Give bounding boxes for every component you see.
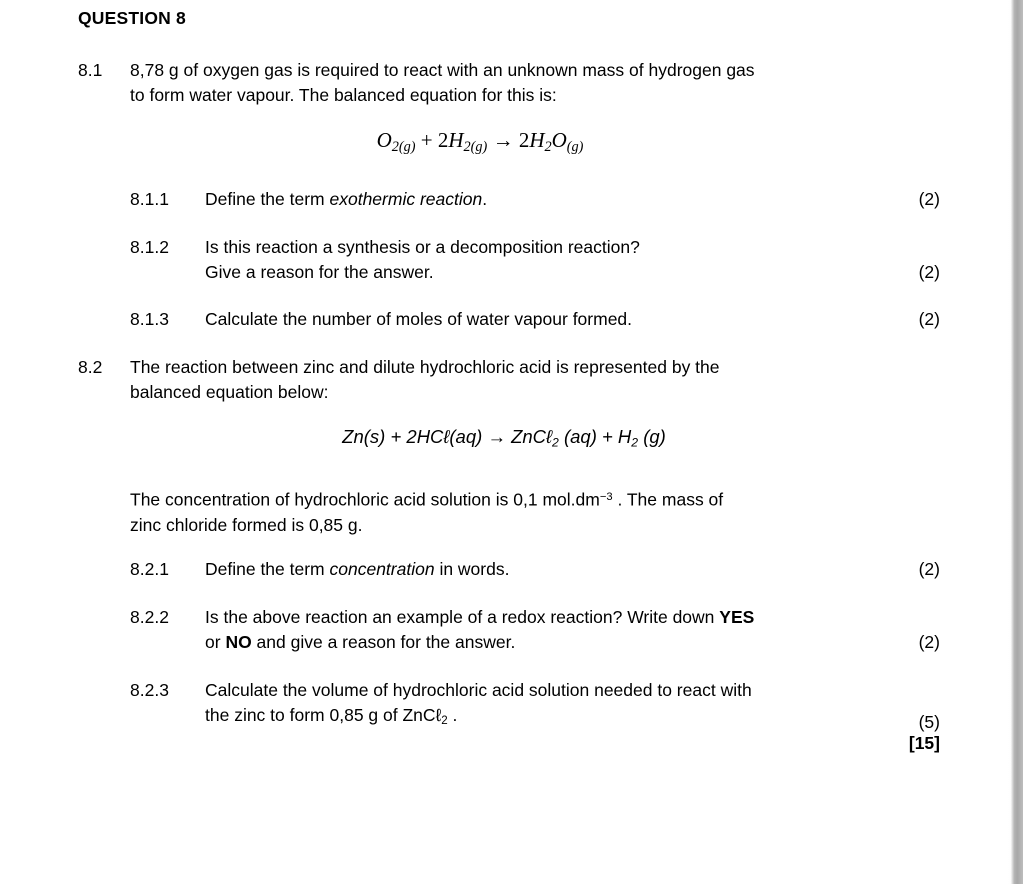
subquestion-8-2-2-no: NO bbox=[225, 632, 252, 652]
question-text-8-2-line1: The reaction between zinc and dilute hydrochloric acid is represented by the bbox=[130, 357, 720, 377]
equation-arrow-icon: → bbox=[492, 128, 514, 152]
subquestion-8-2-3-line2-post: . bbox=[447, 705, 458, 725]
question-number-8-1: 8.1 bbox=[78, 60, 103, 80]
question-number-8-2: 8.2 bbox=[78, 357, 103, 377]
subquestion-number-8-2-2: 8.2.2 bbox=[130, 607, 169, 627]
subquestion-8-2-2-line2-post: and give a reason for the answer. bbox=[251, 632, 516, 652]
paragraph-concentration-line1-pre: The concentration of hydrochloric acid solution is 0,1 mol.dm bbox=[130, 489, 600, 510]
subquestion-number-8-2-3: 8.2.3 bbox=[130, 680, 169, 700]
subquestion-number-8-1-2: 8.1.2 bbox=[130, 237, 169, 257]
marks-8-1-2: (2) bbox=[918, 262, 940, 282]
question-text-8-2-line2: balanced equation below: bbox=[130, 382, 329, 402]
subquestion-item-8-1-2 bbox=[130, 235, 940, 285]
paragraph-concentration bbox=[130, 485, 940, 538]
subquestion-text-8-1-2 bbox=[205, 235, 940, 285]
subquestion-8-2-2-line1-pre: Is the above reaction an example of a redox reaction? Write down bbox=[205, 607, 720, 627]
marks-8-2-1: (2) bbox=[918, 559, 940, 579]
question-text-8-1-line2: to form water vapour. The balanced equation for this is: bbox=[130, 85, 557, 105]
equation-oxygen-hydrogen bbox=[0, 128, 960, 156]
equation-sub-oxygen: 2(g) bbox=[391, 138, 416, 155]
equation-plus-sign: + bbox=[420, 128, 433, 152]
subquestion-8-2-3-line1: Calculate the volume of hydrochloric acid solution needed to react with bbox=[205, 680, 752, 700]
equation-coefficient-hydrogen: 2 bbox=[437, 128, 449, 152]
subquestion-text-8-2-3 bbox=[205, 678, 940, 734]
equation-zn-product: ZnCℓ bbox=[505, 426, 553, 447]
equation-product-h: H bbox=[529, 128, 545, 152]
equation-zn-reactants: Zn(s) + 2HCℓ(aq) bbox=[342, 426, 488, 447]
equation-zinc-hydrochloric-acid bbox=[0, 426, 1008, 450]
subquestion-item-8-1-1 bbox=[130, 187, 940, 212]
equation-zn-product-state: (aq) + H bbox=[558, 426, 632, 447]
equation-sub-hydrogen: 2(g) bbox=[463, 138, 488, 155]
subquestion-item-8-1-3 bbox=[130, 307, 940, 332]
paragraph-concentration-line2: zinc chloride formed is 0,85 g. bbox=[130, 514, 363, 535]
subquestion-8-2-1-text-post: in words. bbox=[434, 559, 510, 579]
subquestion-item-8-2-1 bbox=[130, 557, 940, 582]
marks-8-1-1: (2) bbox=[918, 189, 940, 209]
subquestion-8-2-1-text-pre: Define the term bbox=[205, 559, 330, 579]
subquestion-8-2-2-line2-pre: or bbox=[205, 632, 226, 652]
subquestion-item-8-2-2 bbox=[130, 605, 940, 655]
question-text-8-1 bbox=[130, 58, 940, 108]
page-title: QUESTION 8 bbox=[78, 8, 186, 28]
marks-8-2-3: (5) bbox=[918, 712, 940, 732]
subquestion-8-1-1-text-post: . bbox=[482, 189, 488, 209]
subquestion-number-8-1-3: 8.1.3 bbox=[130, 309, 169, 329]
page-edge-shadow bbox=[1008, 0, 1023, 884]
question-item-8-2 bbox=[78, 355, 940, 405]
subquestion-text-8-1-3: Calculate the number of moles of water vapour formed. bbox=[205, 309, 633, 329]
subquestion-number-8-2-1: 8.2.1 bbox=[130, 559, 169, 579]
subquestion-8-1-2-line1: Is this reaction a synthesis or a decomposition reaction? bbox=[205, 237, 640, 257]
equation-zn-arrow-icon: → bbox=[487, 426, 506, 447]
subquestion-text-8-2-1 bbox=[205, 557, 940, 582]
subquestion-8-1-2-line2: Give a reason for the answer. bbox=[205, 262, 434, 282]
subquestion-item-8-2-3 bbox=[130, 678, 940, 734]
equation-product-o: O bbox=[551, 128, 567, 152]
subquestion-8-2-3-zncl2-sub: 2 bbox=[441, 715, 448, 728]
paragraph-concentration-line1-post: . The mass of bbox=[612, 489, 724, 510]
paragraph-concentration-exponent: −3 bbox=[599, 491, 613, 503]
subquestion-8-2-2-yes: YES bbox=[719, 607, 755, 627]
equation-sub-product-h: 2 bbox=[544, 138, 552, 155]
equation-reactant-hydrogen: H bbox=[448, 128, 464, 152]
marks-8-2-2: (2) bbox=[918, 632, 940, 652]
equation-coefficient-water: 2 bbox=[518, 128, 530, 152]
marks-8-1-3: (2) bbox=[918, 309, 940, 329]
question-item-8-1 bbox=[78, 58, 940, 108]
subquestion-8-1-1-term: exothermic reaction bbox=[329, 189, 483, 209]
equation-zn-h2-state: (g) bbox=[638, 426, 666, 447]
subquestion-text-8-1-1 bbox=[205, 187, 940, 212]
subquestion-text-8-2-2 bbox=[205, 605, 940, 655]
subquestion-number-8-1-1: 8.1.1 bbox=[130, 189, 169, 209]
total-marks: [15] bbox=[908, 733, 940, 753]
equation-zn-h2-sub: 2 bbox=[631, 435, 639, 450]
question-text-8-1-line1: 8,78 g of oxygen gas is required to react with an unknown mass of hydrogen gas bbox=[130, 60, 755, 80]
subquestion-8-2-3-line2-pre: the zinc to form 0,85 g of ZnCℓ bbox=[205, 705, 442, 725]
subquestion-8-1-1-text-pre: Define the term bbox=[205, 189, 330, 209]
subquestion-8-2-1-term: concentration bbox=[329, 559, 435, 579]
question-text-8-2 bbox=[130, 355, 940, 405]
equation-sub-product-o: (g) bbox=[566, 138, 584, 155]
equation-zn-product-sub: 2 bbox=[552, 435, 559, 450]
equation-reactant-oxygen: O bbox=[376, 128, 392, 152]
